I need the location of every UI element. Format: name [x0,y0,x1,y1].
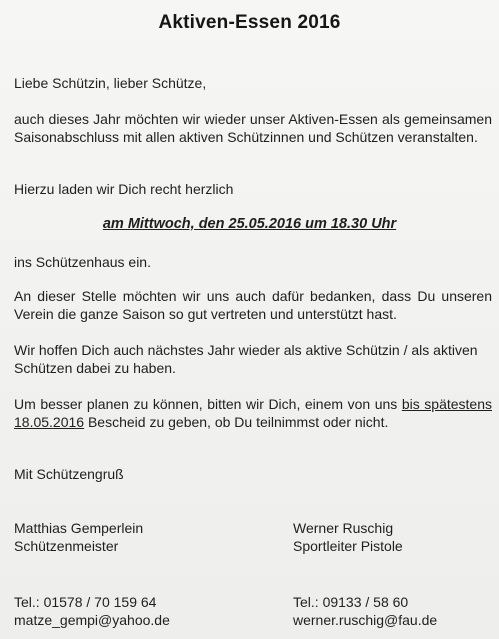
closing: Mit Schützengruß [14,466,124,482]
event-date: am Mittwoch, den 25.05.2016 um 18.30 Uhr [102,216,397,232]
paragraph-hope: Wir hoffen Dich auch nächstes Jahr wieder als aktive Schützin / als aktiven Schützen dabei zu haben. [14,342,478,376]
letter-title: Aktiven-Essen 2016 [158,12,341,33]
location-text: ins Schützenhaus ein. [14,254,151,270]
signatory-right-name: Werner Ruschig [293,520,394,536]
paragraph-thanks: An dieser Stelle möchten wir uns auch dafür bedanken, dass Du unseren Verein die ganze Saison so gut vertreten und unterstützt hast. [14,288,492,322]
rsvp-deadline: bis spätestens 18.05.2016 [14,396,493,430]
signatory-right-role: Sportleiter Pistole [293,538,403,554]
paragraph-rsvp [14,395,492,431]
signatory-right-phone: Tel.: 09133 / 58 60 [293,594,409,610]
signatory-left-name: Matthias Gemperlein [14,520,144,536]
signatory-right-email: werner.ruschig@fau.de [293,612,438,628]
signatory-left-phone: Tel.: 01578 / 70 159 64 [14,594,157,610]
greeting: Liebe Schützin, lieber Schütze, [14,75,207,91]
signatory-left-role: Schützenmeister [14,538,119,554]
paragraph-intro: auch dieses Jahr möchten wir wieder unser Aktiven-Essen als gemeinsamen Saisonabschluss mit allen aktiven Schützinnen und Schützen veranstalten. [14,111,492,145]
invitation-text: Hierzu laden wir Dich recht herzlich [14,181,234,197]
rsvp-text-after: Bescheid zu geben, ob Du teilnimmst oder nicht. [84,414,389,430]
rsvp-text-before: Um besser planen zu können, bitten wir Dich, einem von uns [14,396,402,412]
signatory-left-email: matze_gempi@yahoo.de [14,612,170,628]
